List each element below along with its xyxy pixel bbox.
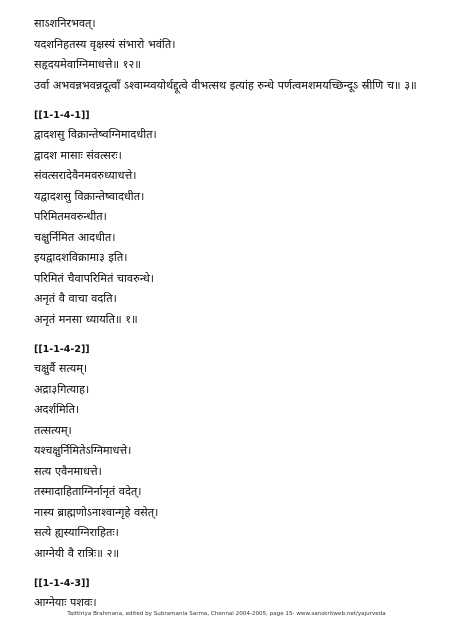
text-line: नास्य ब्राह्मणोऽनाश्वान्गृहे वसेत्।: [34, 505, 159, 519]
text-line: अनृतं मनसा ध्यायति॥ १॥: [34, 312, 138, 326]
text-line: परिमितमवरुन्धीत।: [34, 210, 107, 223]
text-line: इयद्वादशविक्रामा३ इति।: [34, 251, 128, 264]
text-line: यश्चक्षुर्निमितेऽग्निमाधत्ते।: [34, 444, 132, 457]
text-line: द्वादश मासाः संवत्सरः।: [34, 148, 122, 162]
text-line: साऽशनिरभवत्।: [34, 17, 96, 30]
text-line: परिमितं चैवापरिमितं चावरुन्धे।: [34, 271, 155, 285]
document-body: [34, 14, 424, 614]
section-id: [[1-1-4-3]]: [34, 578, 90, 589]
text-line: चक्षुर्निमित आदधीत।: [34, 230, 116, 244]
text-line: सत्ये ह्यस्याग्निराहितः।: [34, 526, 119, 539]
text-line: तत्सत्यम्।: [34, 423, 72, 437]
text-line: सत्य एवैनमाधत्ते।: [34, 464, 102, 478]
text-line: सहृदयमेवाग्निमाधत्ते॥ १२॥: [34, 58, 141, 71]
text-line: आग्नेयाः पशवः।: [34, 596, 97, 609]
verse-closing-line: उर्वा अभवन्नभवन्नदूत्वाँ ऽश्वाम्य्वयोर्थद्दूत्वे वीभत्सथ इत्यांह रुन्धे पर्णत्वमशमयच्छिन्दूऽ स्रीणि च॥ ३॥: [34, 78, 417, 92]
text-line: अनृतं वै वाचा वदति।: [34, 292, 117, 305]
text-line: द्वादशसु विक्रान्तेष्वग्निमादधीत।: [34, 128, 157, 141]
text-line: यद्वादशसु विक्रान्तेष्वादधीत।: [34, 189, 145, 203]
page-footer: Taittiriya Brahmana, edited by Subramania Sarma, Chennai 2004-2005, page 15- www.sanskritweb.net/yajurveda: [67, 611, 386, 617]
text-line: अदर्शमिति।: [34, 403, 80, 416]
text-line: चक्षुर्वै सत्यम्।: [34, 362, 88, 375]
section-id: [[1-1-4-2]]: [34, 344, 90, 355]
text-line: यदशनिहतस्य वृक्षस्यं संभारो भवंति।: [34, 37, 176, 51]
text-line: संवत्सरादेवैनमवरुध्याधत्ते।: [34, 169, 137, 182]
text-line: अद्रा३गित्याह।: [34, 382, 90, 396]
section-id: [[1-1-4-1]]: [34, 110, 90, 121]
text-line: आग्नेयी वै रात्रिः॥ २॥: [34, 546, 120, 560]
text-line: तस्मादाहिताग्निर्नानृतं वदेत्।: [34, 485, 142, 498]
